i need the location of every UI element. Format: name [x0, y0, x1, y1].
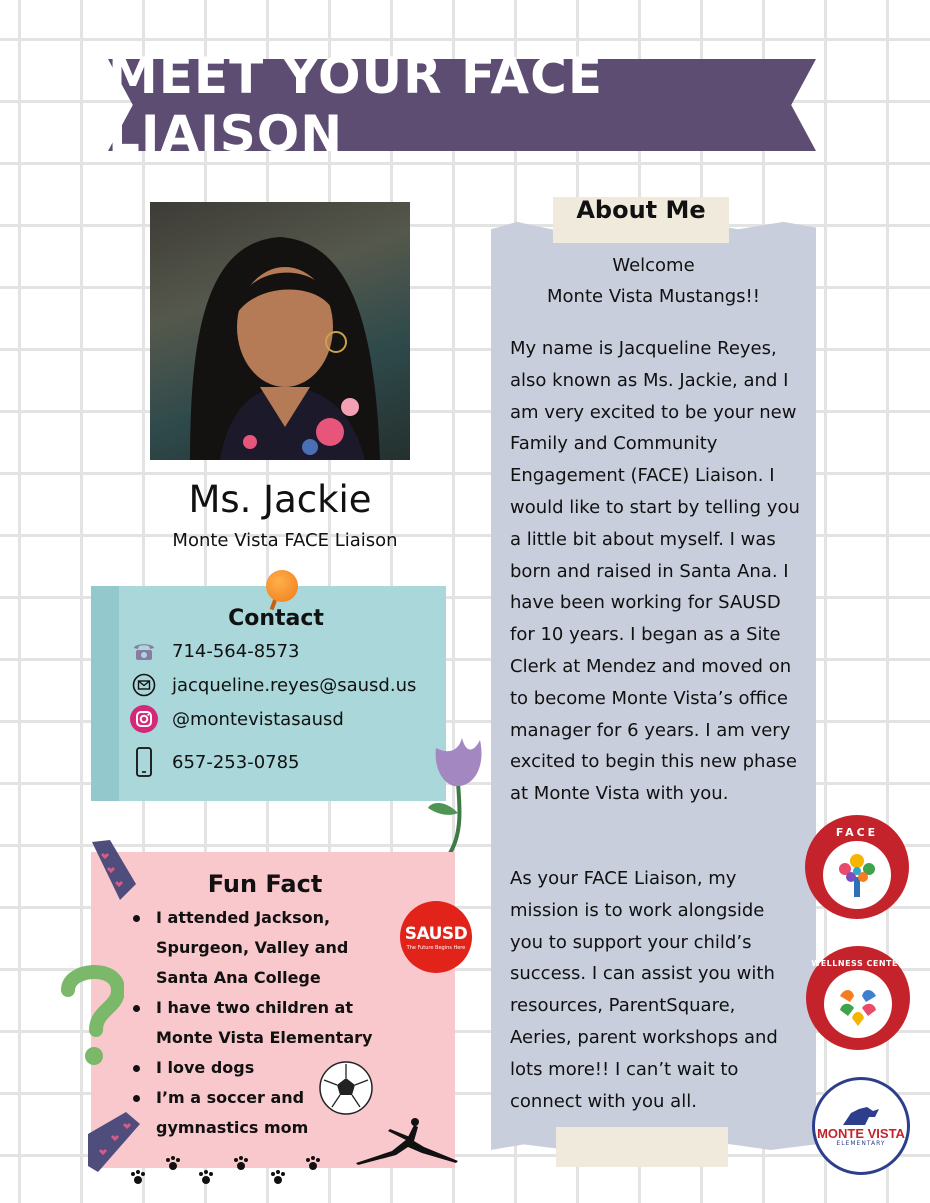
- soccer-ball-icon: [318, 1060, 374, 1116]
- fun-fact-title: Fun Fact: [207, 870, 323, 898]
- welcome-line: Monte Vista Mustangs!!: [547, 286, 760, 307]
- instagram-icon: [130, 705, 158, 733]
- sausd-tagline: The Future Begins Here: [406, 944, 466, 951]
- about-tape-bottom: [556, 1127, 728, 1167]
- about-paragraph: My name is Jacqueline Reyes, also known as Ms. Jackie, and I am very excited to be your new Family and Community Engagement (FACE) Liaison. I would like to start by telling you a little bit about myself. I was born and raised in Santa Ana. I have been working for SAUSD for 10 years. I began as a Site Clerk at Mendez and moved on to become Monte Vista’s office manager for 6 years. I am very excited to begin this new phase at Monte Vista with you.: [510, 338, 800, 805]
- welcome-message: [491, 250, 816, 312]
- contact-text: 657-253-0785: [172, 751, 300, 773]
- face-logo-text: FACE: [835, 825, 879, 839]
- gymnast-icon: [352, 1117, 462, 1169]
- pushpin-icon: [266, 570, 298, 602]
- contact-email-row: [130, 671, 416, 699]
- sausd-logo: [400, 901, 472, 973]
- page-title: MEET YOUR FACE LIAISON: [108, 47, 603, 163]
- face-tree-icon: [823, 841, 891, 909]
- contact-instagram-row: [130, 705, 344, 733]
- monte-vista-logo-subtext: ELEMENTARY: [836, 1140, 886, 1147]
- wellness-center-logo: [806, 946, 910, 1050]
- monte-vista-logo: [812, 1077, 910, 1175]
- contact-title: Contact: [228, 606, 324, 631]
- welcome-line: Welcome: [612, 255, 695, 276]
- phone-icon: [130, 637, 158, 665]
- heart-ribbon-icon: [86, 840, 138, 902]
- list-item: I have two children at Monte Vista Elementary: [130, 993, 400, 1053]
- monte-vista-logo-text: MONTE VISTA: [817, 1126, 905, 1141]
- list-item: I love dogs: [130, 1053, 400, 1083]
- contact-text: 714-564-8573: [172, 640, 300, 662]
- hands-icon: [824, 970, 892, 1038]
- contact-phone-row: [130, 637, 300, 665]
- liaison-role: Monte Vista FACE Liaison: [172, 530, 398, 551]
- question-mark-icon: [60, 960, 124, 1070]
- about-me-title: About Me: [576, 196, 706, 224]
- mobile-phone-icon: [130, 748, 158, 776]
- contact-text[interactable]: jacqueline.reyes@sausd.us: [172, 674, 417, 696]
- tulip-decoration: [418, 728, 488, 858]
- about-paragraph: As your FACE Liaison, my mission is to work alongside you to support your child’s success. I can assist you with resources, ParentSquare, Aeries, parent workshops and lots more!! I can’t wait to connect with you all.: [510, 868, 778, 1112]
- portrait-illustration: [150, 202, 410, 460]
- face-logo: [805, 815, 909, 919]
- list-item: I attended Jackson, Spurgeon, Valley and Santa Ana College: [130, 903, 400, 993]
- mustang-icon: [839, 1105, 883, 1127]
- contact-text[interactable]: @montevistasausd: [172, 708, 344, 730]
- email-icon: [130, 671, 158, 699]
- contact-mobile-row: [130, 748, 300, 776]
- profile-photo: [150, 202, 410, 460]
- paw-prints-decoration: [128, 1152, 328, 1192]
- sausd-logo-text: SAUSD: [404, 923, 468, 944]
- liaison-name: Ms. Jackie: [188, 478, 372, 521]
- wellness-logo-text: WELLNESS CENTER: [811, 958, 905, 968]
- list-item: I’m a soccer and gymnastics mom: [130, 1083, 400, 1143]
